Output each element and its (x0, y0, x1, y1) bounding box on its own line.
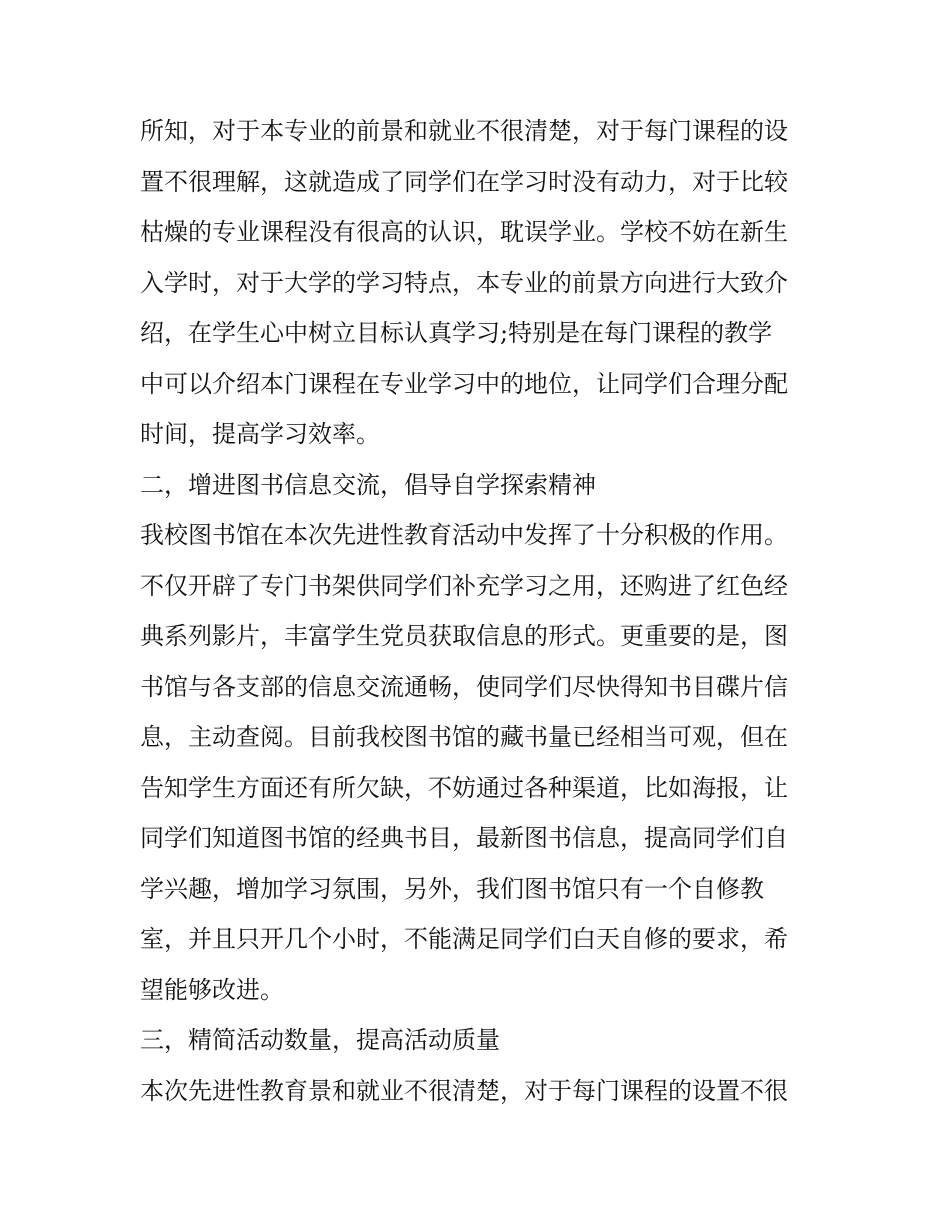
text-line: 同学们知道图书馆的经典书目，最新图书信息，提高同学们自 (140, 824, 788, 852)
text-line: 望能够改进。 (140, 975, 284, 1004)
text-line: 典系列影片，丰富学生党员获取信息的形式。更重要的是，图 (140, 622, 788, 650)
section-heading: 三，精简活动数量，提高活动质量 (140, 1026, 500, 1054)
text-line: 置不很理解，这就造成了同学们在学习时没有动力，对于比较 (140, 167, 788, 196)
text-line: 书馆与各支部的信息交流通畅，使同学们尽快得知书目碟片信 (140, 672, 788, 701)
text-line: 绍，在学生心中树立目标认真学习;特别是在每门课程的教学 (140, 319, 773, 347)
text-line: 时间，提高学习效率。 (140, 420, 380, 448)
document-body (140, 106, 820, 1116)
section-heading: 二，增进图书信息交流，倡导自学探索精神 (140, 470, 596, 499)
text-line: 本次先进性教育景和就业不很清楚，对于每门课程的设置不很 (140, 1076, 788, 1105)
text-line: 枯燥的专业课程没有很高的认识，耽误学业。学校不妨在新生 (140, 218, 788, 246)
text-line: 中可以介绍本门课程在专业学习中的地位，让同学们合理分配 (140, 369, 788, 398)
text-line: 室，并且只开几个小时，不能满足同学们白天自修的要求，希 (140, 925, 788, 953)
text-line: 所知，对于本专业的前景和就业不很清楚，对于每门课程的设 (140, 117, 788, 145)
text-line: 入学时，对于大学的学习特点，本专业的前景方向进行大致介 (140, 268, 788, 297)
text-line: 我校图书馆在本次先进性教育活动中发挥了十分积极的作用。 (140, 521, 788, 549)
text-line: 告知学生方面还有所欠缺，不妨通过各种渠道，比如海报，让 (140, 773, 788, 802)
text-line: 息，主动查阅。目前我校图书馆的藏书量已经相当可观，但在 (140, 723, 788, 751)
text-line: 不仅开辟了专门书架供同学们补充学习之用，还购进了红色经 (140, 571, 788, 600)
text-line: 学兴趣，增加学习氛围，另外，我们图书馆只有一个自修教 (140, 874, 764, 903)
